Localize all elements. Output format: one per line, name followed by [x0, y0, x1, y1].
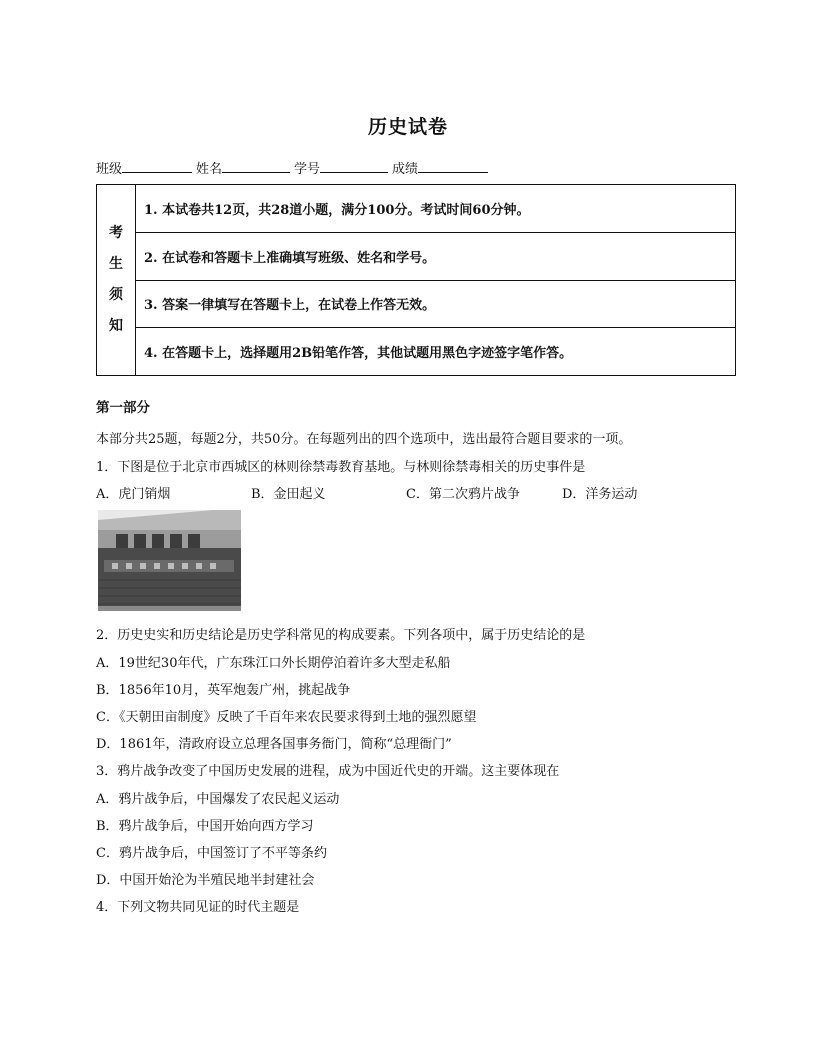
notice-heading-char: 知 — [109, 318, 123, 334]
notice-item: 4. 在答题卡上，选择题用2B铅笔作答，其他试题用黑色字迹签字笔作答。 — [144, 346, 573, 362]
question-stem: 3．鸦片战争改变了中国历史发展的进程，成为中国近代史的开端。这主要体现在 — [96, 764, 560, 779]
notice-heading-char: 考 — [109, 225, 123, 241]
memorial-site-photo — [98, 510, 241, 611]
answer-option[interactable]: B．鸦片战争后，中国开始向西方学习 — [96, 819, 314, 834]
answer-option[interactable]: C．鸦片战争后，中国签订了不平等条约 — [96, 846, 327, 861]
name-blank[interactable] — [222, 159, 290, 173]
memorial-site-photo-art — [98, 510, 241, 611]
section-instructions: 本部分共25题，每题2分，共50分。在每题列出的四个选项中，选出最符合题目要求的一项。 — [96, 432, 632, 447]
answer-option[interactable]: A．鸦片战争后，中国爆发了农民起义运动 — [96, 792, 340, 807]
question-stem: 2．历史史实和历史结论是历史学科常见的构成要素。下列各项中，属于历史结论的是 — [96, 628, 586, 643]
answer-option[interactable]: C．第二次鸦片战争 — [406, 487, 520, 502]
notice-items — [136, 185, 735, 375]
answer-option[interactable]: A．19世纪30年代，广东珠江口外长期停泊着许多大型走私船 — [96, 656, 451, 671]
exam-notice-table — [96, 184, 736, 376]
answer-option[interactable]: C．《天朝田亩制度》反映了千百年来农民要求得到土地的强烈愿望 — [96, 710, 477, 725]
notice-heading — [97, 185, 136, 375]
student-id-label: 学号 — [294, 162, 321, 177]
answer-option[interactable]: D．1861年，清政府设立总理各国事务衙门，简称“总理衙门” — [96, 737, 452, 752]
notice-item: 1. 本试卷共12页，共28道小题，满分100分。考试时间60分钟。 — [136, 185, 735, 233]
class-blank[interactable] — [122, 159, 192, 173]
score-blank[interactable] — [418, 159, 488, 173]
notice-item: 2. 在试卷和答题卡上准确填写班级、姓名和学号。 — [136, 233, 735, 281]
notice-heading-char: 生 — [109, 256, 123, 272]
answer-option[interactable]: D．洋务运动 — [562, 487, 638, 502]
section-title: 第一部分 — [96, 400, 150, 416]
student-info-row — [96, 158, 492, 177]
name-label: 姓名 — [196, 162, 223, 177]
question-stem: 4．下列文物共同见证的时代主题是 — [96, 900, 300, 915]
exam-title: 历史试卷 — [367, 116, 448, 138]
student-id-blank[interactable] — [320, 159, 388, 173]
score-label: 成绩 — [392, 162, 419, 177]
answer-option[interactable]: B．1856年10月，英军炮轰广州，挑起战争 — [96, 683, 351, 698]
notice-heading-char: 须 — [109, 287, 123, 303]
question-stem: 1．下图是位于北京市西城区的林则徐禁毒教育基地。与林则徐禁毒相关的历史事件是 — [96, 460, 586, 475]
answer-option[interactable]: B．金田起义 — [251, 487, 326, 502]
answer-option[interactable]: A．虎门销烟 — [96, 487, 171, 502]
class-label: 班级 — [96, 162, 123, 177]
notice-item: 3. 答案一律填写在答题卡上，在试卷上作答无效。 — [136, 281, 735, 329]
answer-option[interactable]: D．中国开始沦为半殖民地半封建社会 — [96, 873, 315, 888]
